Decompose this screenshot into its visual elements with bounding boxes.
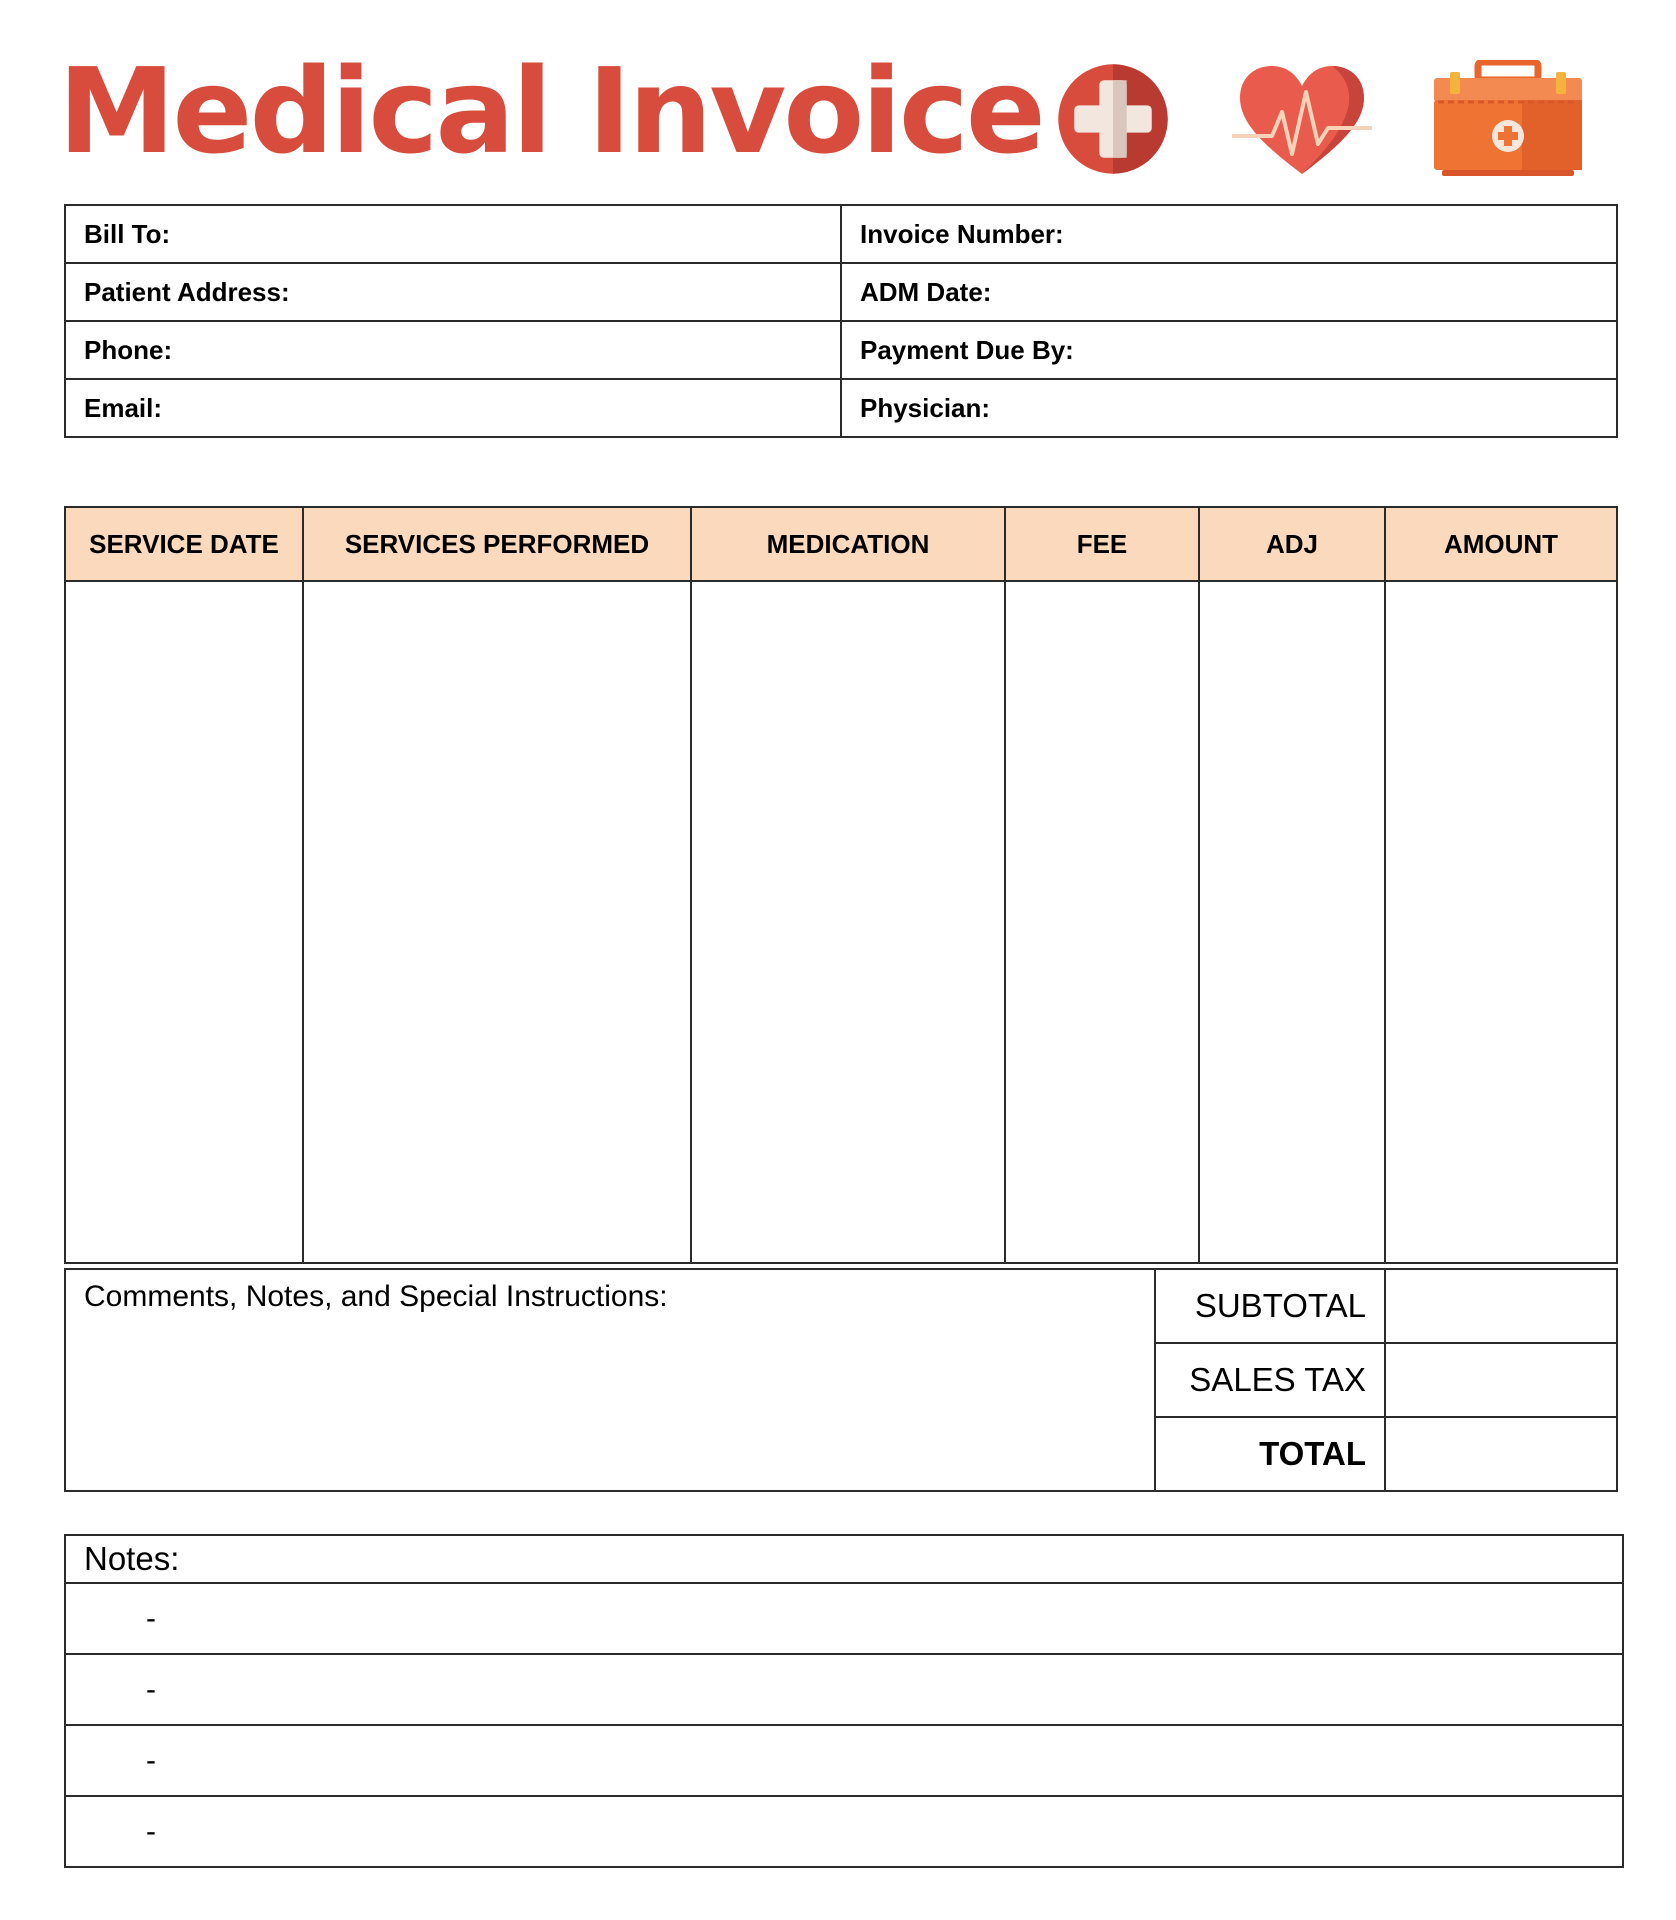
- table-row: [65, 581, 1617, 1263]
- column-header-services-performed: SERVICES PERFORMED: [303, 507, 691, 581]
- notes-label: Notes:: [65, 1535, 1623, 1583]
- sales-tax-label: SALES TAX: [1155, 1343, 1385, 1417]
- note-item[interactable]: -: [65, 1725, 1623, 1796]
- note-item[interactable]: -: [65, 1654, 1623, 1725]
- service-date-cell[interactable]: [65, 581, 303, 1263]
- adm-date-field[interactable]: ADM Date:: [841, 263, 1617, 321]
- medication-cell[interactable]: [691, 581, 1005, 1263]
- services-performed-cell[interactable]: [303, 581, 691, 1263]
- comments-box[interactable]: Comments, Notes, and Special Instructions:: [65, 1269, 1155, 1491]
- subtotal-label: SUBTOTAL: [1155, 1269, 1385, 1343]
- totals-table: [64, 1268, 1618, 1492]
- total-value[interactable]: [1385, 1417, 1617, 1491]
- fee-cell[interactable]: [1005, 581, 1199, 1263]
- patient-address-field[interactable]: Patient Address:: [65, 263, 841, 321]
- physician-field[interactable]: Physician:: [841, 379, 1617, 437]
- billing-info-table: [64, 204, 1618, 438]
- invoice-number-field[interactable]: Invoice Number:: [841, 205, 1617, 263]
- column-header-adj: ADJ: [1199, 507, 1385, 581]
- heartbeat-icon: [1232, 62, 1372, 180]
- email-field[interactable]: Email:: [65, 379, 841, 437]
- note-item[interactable]: -: [65, 1583, 1623, 1654]
- notes-table: [64, 1534, 1624, 1868]
- amount-cell[interactable]: [1385, 581, 1617, 1263]
- phone-field[interactable]: Phone:: [65, 321, 841, 379]
- medical-cross-icon: [1056, 62, 1170, 176]
- column-header-service-date: SERVICE DATE: [65, 507, 303, 581]
- sales-tax-value[interactable]: [1385, 1343, 1617, 1417]
- page-title: Medical Invoice: [58, 42, 1043, 180]
- services-table: [64, 506, 1618, 1264]
- note-item[interactable]: -: [65, 1796, 1623, 1867]
- column-header-fee: FEE: [1005, 507, 1199, 581]
- bill-to-field[interactable]: Bill To:: [65, 205, 841, 263]
- adj-cell[interactable]: [1199, 581, 1385, 1263]
- total-label: TOTAL: [1155, 1417, 1385, 1491]
- payment-due-field[interactable]: Payment Due By:: [841, 321, 1617, 379]
- first-aid-kit-icon: [1432, 60, 1584, 178]
- column-header-amount: AMOUNT: [1385, 507, 1617, 581]
- subtotal-value[interactable]: [1385, 1269, 1617, 1343]
- column-header-medication: MEDICATION: [691, 507, 1005, 581]
